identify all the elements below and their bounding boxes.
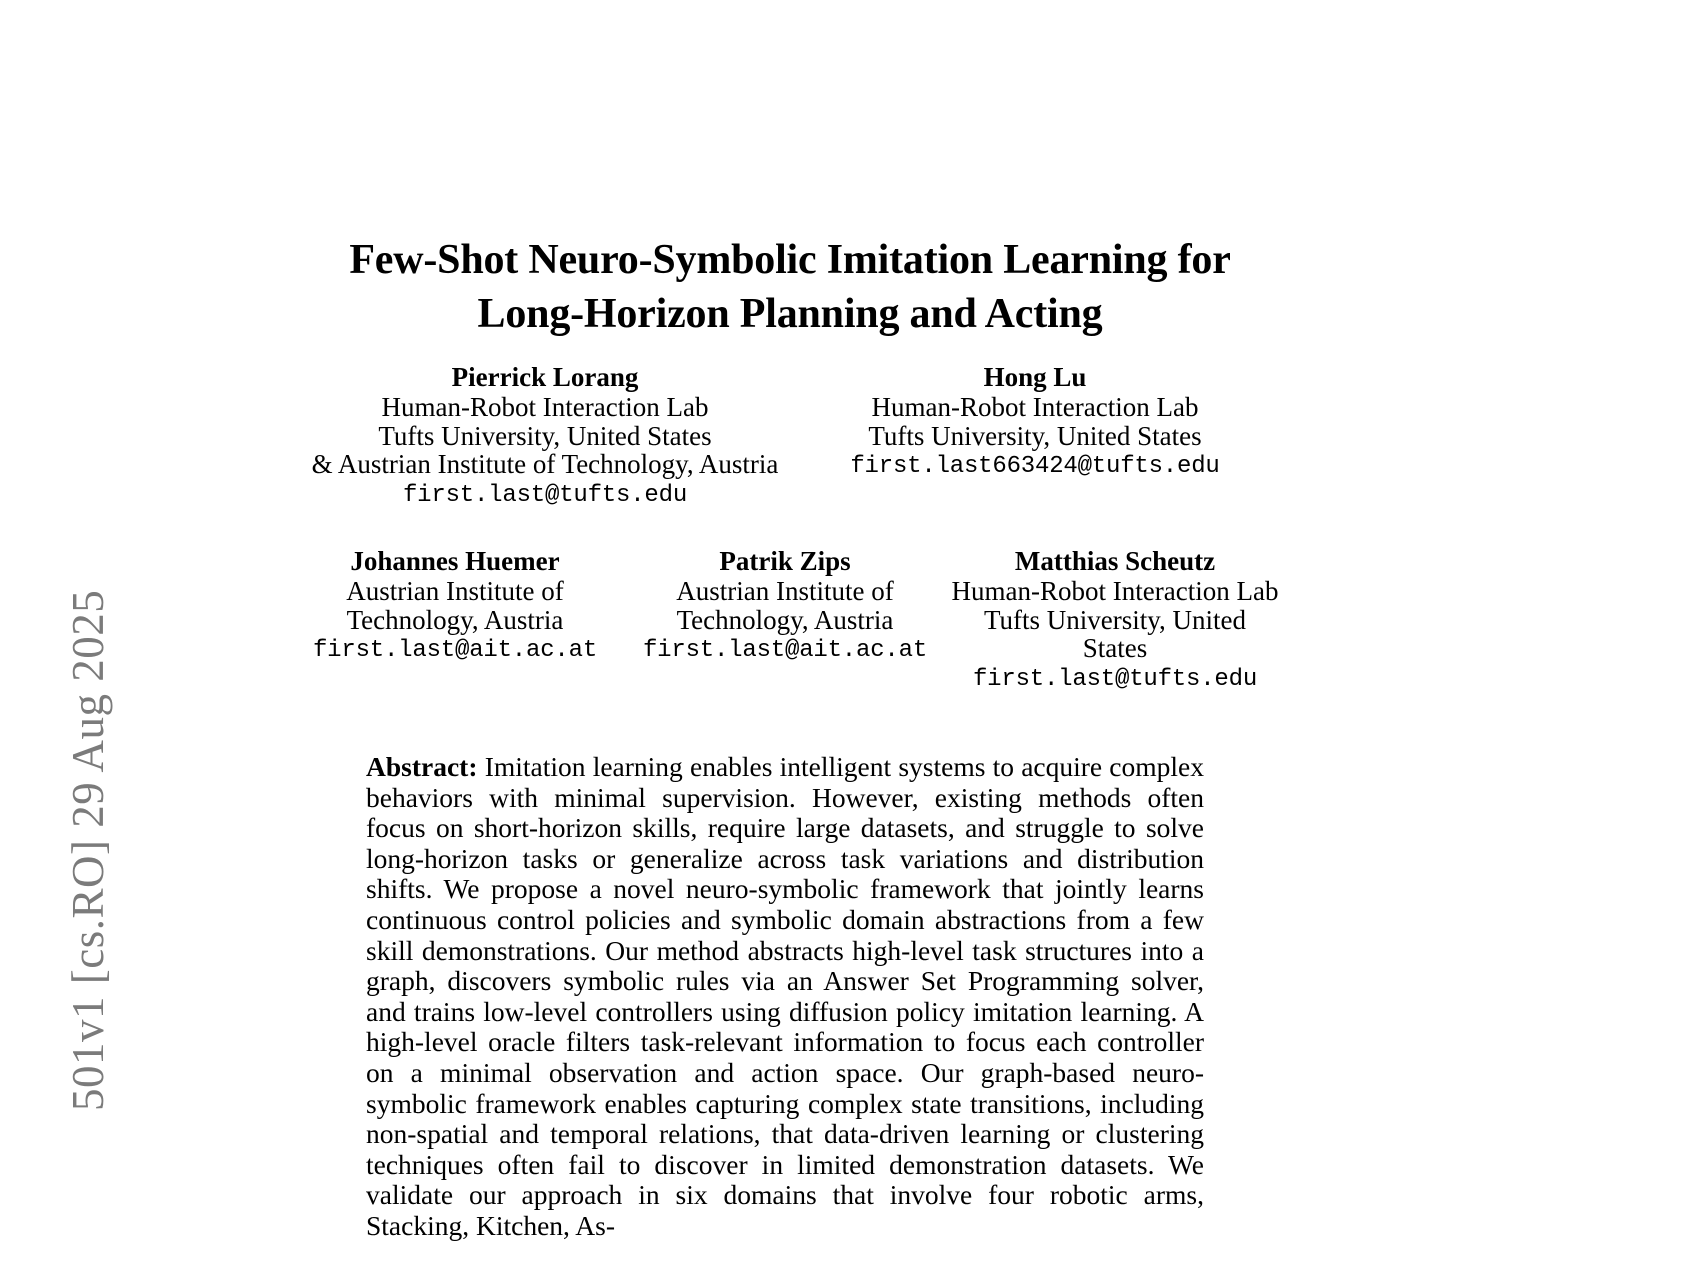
author-block-row-2 <box>290 546 1280 695</box>
title-line-2: Long-Horizon Planning and Acting <box>477 291 1103 338</box>
title-line-1: Few-Shot Neuro-Symbolic Imitation Learning for <box>349 237 1231 284</box>
author-affiliation-line: Human-Robot Interaction Lab <box>871 392 1199 422</box>
author-name: Hong Lu <box>983 362 1087 392</box>
abstract-label: Abstract: <box>366 751 478 782</box>
author-patrik-zips <box>620 546 950 666</box>
author-affiliation-line: Austrian Institute of <box>346 576 564 606</box>
author-email: first.last663424@tufts.edu <box>850 453 1220 480</box>
arxiv-identifier-text: 501v1 [cs.RO] 29 Aug 2025 <box>63 589 113 1111</box>
author-affiliation-line: Human-Robot Interaction Lab <box>951 576 1279 606</box>
author-block-row-1 <box>300 362 1280 511</box>
author-affiliation-line: Human-Robot Interaction Lab <box>381 392 709 422</box>
author-affiliation-line: Tufts University, United States <box>868 420 1202 451</box>
author-affiliation-line: Tufts University, United States <box>983 604 1246 663</box>
author-email: first.last@ait.ac.at <box>642 637 928 664</box>
author-johannes-huemer <box>290 546 620 666</box>
author-affiliation-line: Technology, Austria <box>676 604 894 635</box>
author-affiliation-line: Tufts University, United States <box>378 420 712 451</box>
abstract-body: Imitation learning enables intelligent systems to acquire complex behaviors with minimal supervision. However, existing methods often focus on short-horizon skills, require large datasets, and struggle to solve long-horizon tasks or generalize across task variations and distribution shifts. We propose a novel neuro-symbolic framework that jointly learns continuous control policies and symbolic domain abstractions from a few skill demonstrations. Our method abstracts high-level task structures into a graph, discovers symbolic rules via an Answer Set Programming solver, and trains low-level controllers using diffusion policy imitation learning. A high-level oracle filters task-relevant information to focus each controller on a minimal observation and action space. Our graph-based neuro-symbolic framework enables capturing complex state transitions, including non-spatial and temporal relations, that data-driven learning or clustering techniques often fail to discover in limited demonstration datasets. We validate our approach in six domains that involve four robotic arms, Stacking, Kitchen, As- <box>366 751 1204 1241</box>
author-hong-lu <box>790 362 1280 482</box>
author-affiliation-line: & Austrian Institute of Technology, Austria <box>311 449 779 479</box>
page-title <box>290 233 1290 341</box>
author-pierrick-lorang <box>300 362 790 511</box>
author-affiliation-line: Technology, Austria <box>346 604 564 635</box>
author-matthias-scheutz <box>950 546 1280 695</box>
author-name: Johannes Huemer <box>350 546 560 576</box>
author-email: first.last@tufts.edu <box>972 665 1258 693</box>
author-name: Pierrick Lorang <box>451 362 639 392</box>
author-name: Patrik Zips <box>719 546 851 576</box>
author-name: Matthias Scheutz <box>1014 546 1216 576</box>
abstract-section <box>366 752 1204 1242</box>
author-email: first.last@tufts.edu <box>402 481 688 509</box>
author-affiliation-line: Austrian Institute of <box>676 576 894 606</box>
author-email: first.last@ait.ac.at <box>312 637 598 664</box>
